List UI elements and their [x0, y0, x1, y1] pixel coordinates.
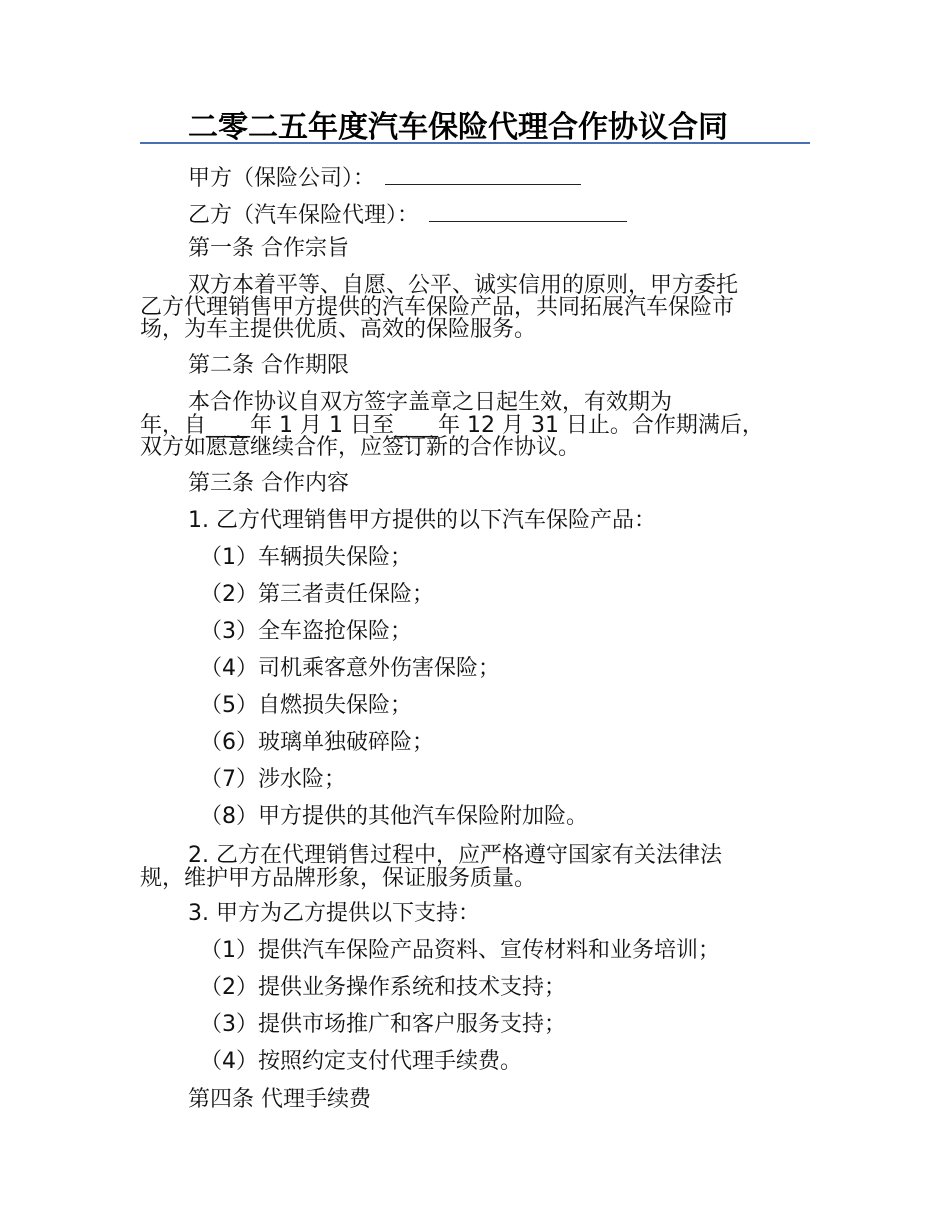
- article2-heading: 第二条 合作期限: [188, 353, 349, 378]
- article2-line: 双方如愿意继续合作，应签订新的合作协议。: [140, 435, 581, 460]
- product-list-item: （1）车辆损失保险；: [200, 545, 412, 570]
- product-list-item: （6）玻璃单独破碎险；: [200, 730, 434, 755]
- party-b-blank: [429, 199, 627, 222]
- article3-point2-line: 规，维护甲方品牌形象，保证服务质量。: [140, 866, 537, 891]
- product-list-item: （3）全车盗抢保险；: [200, 619, 412, 644]
- title-block: [140, 100, 810, 144]
- support-list-item: （4）按照约定支付代理手续费。: [200, 1049, 522, 1074]
- article1-line: 双方本着平等、自愿、公平、诚实信用的原则，甲方委托: [188, 273, 739, 298]
- product-list-item: （5）自燃损失保险；: [200, 693, 412, 718]
- article3-point1: 1. 乙方代理销售甲方提供的以下汽车保险产品：: [188, 508, 656, 533]
- party-b-line: [188, 199, 627, 229]
- product-list-item: （2）第三者责任保险；: [200, 582, 434, 607]
- article3-point3: 3. 甲方为乙方提供以下支持：: [188, 901, 480, 926]
- article2-line: 年，自____年 1 月 1 日至____年 12 月 31 日止。合作期满后，: [140, 413, 764, 438]
- article3-point2-line: 2. 乙方在代理销售过程中，应严格遵守国家有关法律法: [188, 843, 722, 868]
- article3-heading: 第三条 合作内容: [188, 471, 349, 496]
- party-a-line: [188, 162, 581, 192]
- article4-heading: 第四条 代理手续费: [188, 1087, 371, 1112]
- article2-line: 本合作协议自双方签字盖章之日起生效，有效期为: [188, 390, 673, 415]
- article1-line: 乙方代理销售甲方提供的汽车保险产品，共同拓展汽车保险市: [140, 295, 735, 320]
- party-a-blank: [385, 162, 581, 185]
- support-list-item: （2）提供业务操作系统和技术支持；: [200, 975, 566, 1000]
- product-list-item: （7）涉水险；: [200, 767, 346, 792]
- support-list-item: （3）提供市场推广和客户服务支持；: [200, 1012, 566, 1037]
- product-list-item: （8）甲方提供的其他汽车保险附加险。: [200, 804, 588, 829]
- party-b-label: 乙方（汽车保险代理）：: [188, 203, 420, 228]
- document-title: 二零二五年度汽车保险代理合作协议合同: [188, 110, 728, 145]
- party-a-label: 甲方（保险公司）：: [188, 166, 376, 191]
- product-list-item: （4）司机乘客意外伤害保险；: [200, 656, 500, 681]
- article1-heading: 第一条 合作宗旨: [188, 236, 349, 261]
- support-list-item: （1）提供汽车保险产品资料、宣传材料和业务培训；: [200, 938, 720, 963]
- article1-line: 场，为车主提供优质、高效的保险服务。: [140, 317, 537, 342]
